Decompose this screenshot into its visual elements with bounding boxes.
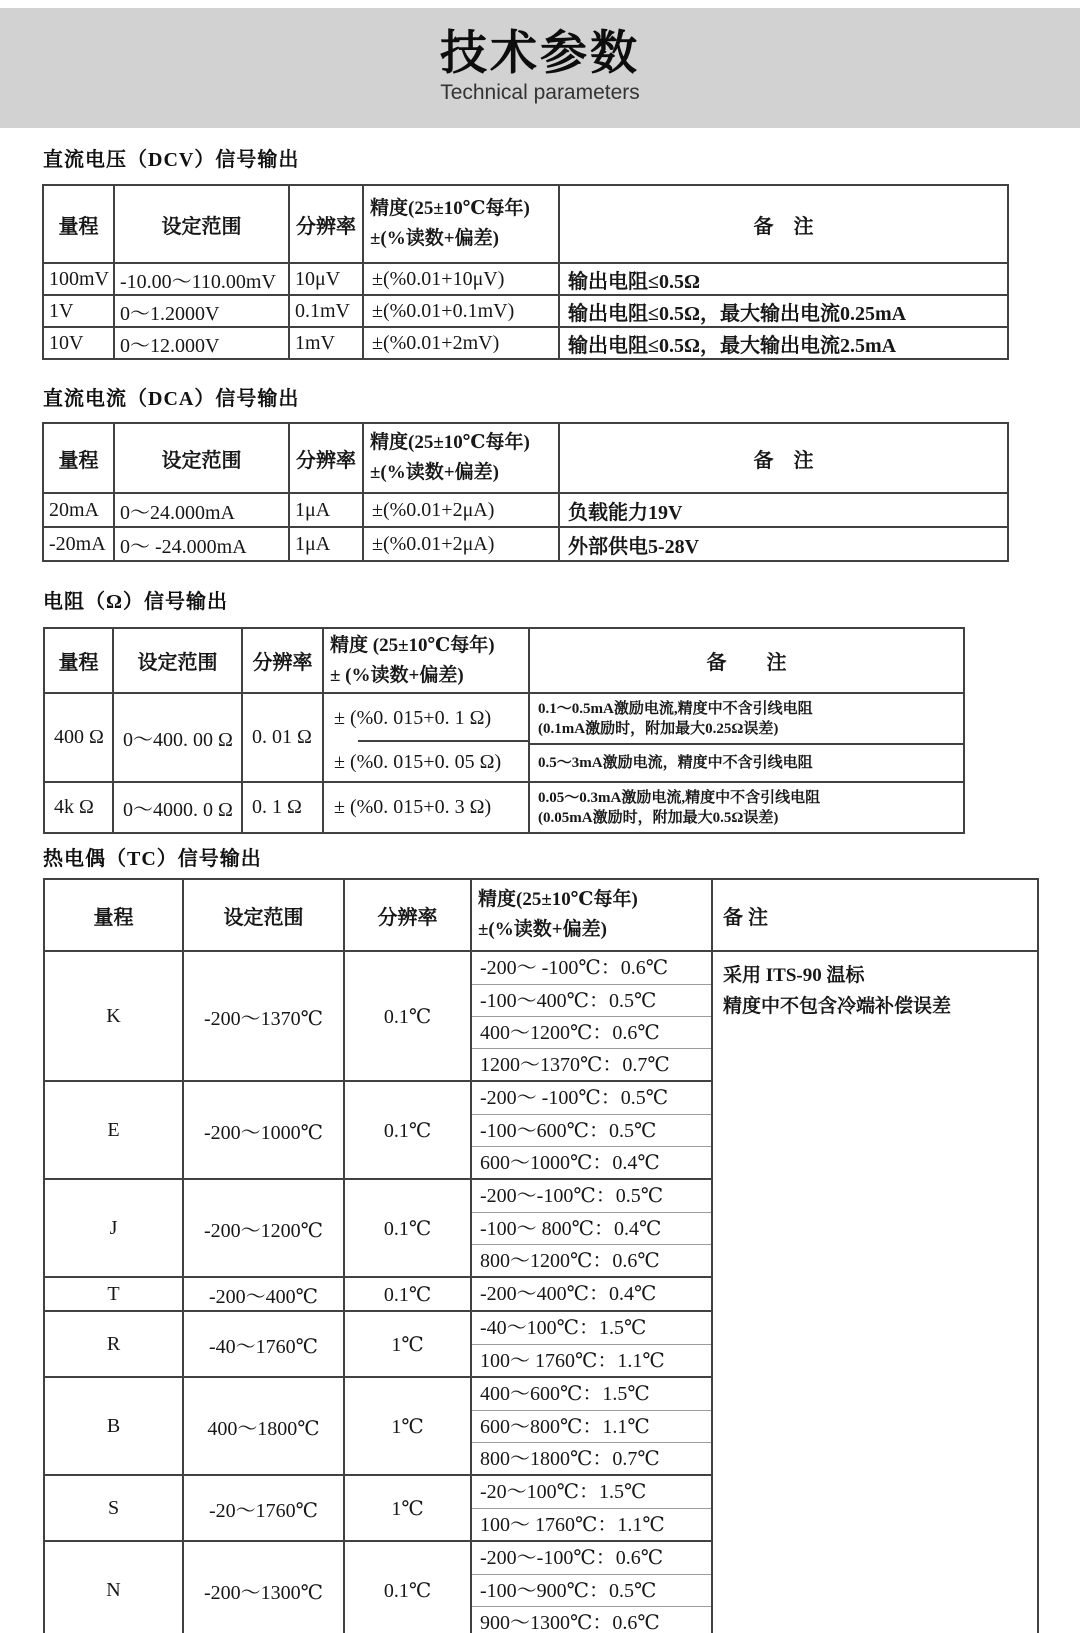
table-cell: 输出电阻≤0.5Ω，最大输出电流0.25mA [559,295,1008,327]
col-header-accuracy: 精度 (25±10℃每年) ± (%读数+偏差) [323,628,529,693]
table-cell: 0. 01 Ω [242,693,323,782]
cell-text: ± (%0. 015+0. 1 Ω) [334,707,492,729]
cell-text: 400～1200℃：0.6℃ [472,1016,711,1048]
cell-text: 600～800℃：1.1℃ [472,1410,711,1442]
col-header-note: 备 注 [559,423,1008,493]
cell-text [530,783,963,832]
table-cell [471,1475,712,1541]
table-cell: 0.1℃ [344,1081,471,1179]
table-cell: T [44,1277,183,1311]
table-cell: -40～1760℃ [183,1311,344,1377]
col-header-resolution: 分辨率 [344,879,471,951]
header-row [44,879,1038,951]
cell-text [530,743,963,781]
table-cell: 0～ -24.000mA [114,527,289,561]
page-subtitle: Technical parameters [440,81,640,104]
cell-text: -100～400℃：0.5℃ [472,984,711,1016]
table-row [43,327,1008,359]
table-cell [712,951,1038,1633]
table-cell [471,1377,712,1475]
table-cell [323,693,529,782]
header-row [43,185,1008,263]
table-cell: -200～400℃ [183,1277,344,1311]
table-cell: 0～1.2000V [114,295,289,327]
table-cell: 输出电阻≤0.5Ω [559,263,1008,295]
header-band [0,8,1080,128]
cell-text: -200～400℃：0.4℃ [480,1283,657,1305]
table-cell: 1℃ [344,1377,471,1475]
table-row [44,782,964,833]
table-row [43,527,1008,561]
cell-text: 精度中不包含冷端补偿误差 [723,996,952,1017]
col-header-range: 量程 [43,423,114,493]
table-cell: -20mA [43,527,114,561]
table-cell: -200～1300℃ [183,1541,344,1633]
table-cell: -200～1370℃ [183,951,344,1081]
col-header-note: 备 注 [712,879,1038,951]
section-title-dcv: 直流电压（DCV）信号输出 [43,149,300,171]
table-cell: 10V [43,327,114,359]
table-cell: ±(%0.01+2μA) [363,527,559,561]
cell-text [530,694,963,743]
table-cell: 1V [43,295,114,327]
cell-text: 600～1000℃：0.4℃ [472,1146,711,1178]
cell-text: -100～900℃：0.5℃ [472,1574,711,1606]
col-header-resolution: 分辨率 [289,185,363,263]
table-cell: 20mA [43,493,114,527]
cell-text: -200～ -100℃：0.6℃ [480,957,669,979]
col-header-range: 量程 [43,185,114,263]
table-cell: 1μA [289,493,363,527]
col-header-resolution: 分辨率 [289,423,363,493]
table-cell: 1℃ [344,1475,471,1541]
cell-text: -200～-100℃：0.6℃ [480,1547,664,1569]
table-cell: ±(%0.01+2mV) [363,327,559,359]
cell-text: ± (%0. 015+0. 3 Ω) [334,796,492,818]
table-cell: ±(%0.01+0.1mV) [363,295,559,327]
table-cell: -200～1200℃ [183,1179,344,1277]
section-title-thermocouple: 热电偶（TC）信号输出 [43,848,262,870]
col-header-accuracy: 精度(25±10℃每年) ±(%读数+偏差) [363,423,559,493]
table-cell: 0.1℃ [344,1541,471,1633]
cell-text: 100～ 1760℃：1.1℃ [472,1508,711,1540]
cell-text: -20～100℃：1.5℃ [480,1481,647,1503]
table-row [43,295,1008,327]
table-cell: 1℃ [344,1311,471,1377]
cell-text: 0.5～3mA激励电流，精度中不含引线电阻 [538,755,813,771]
table-cell: 0～12.000V [114,327,289,359]
table-cell: 1mV [289,327,363,359]
table-cell: 负载能力19V [559,493,1008,527]
col-header-accuracy: 精度(25±10℃每年) ±(%读数+偏差) [471,879,712,951]
cell-text: (0.05mA激励时，附加最大0.5Ω误差) [538,809,779,826]
cell-text: 0.1～0.5mA激励电流,精度中不含引线电阻 [538,700,813,717]
table-cell: 外部供电5-28V [559,527,1008,561]
table-cell: S [44,1475,183,1541]
cell-text: 1200～1370℃：0.7℃ [472,1048,711,1080]
table-cell [471,951,712,1081]
table-cell: 100mV [43,263,114,295]
table-row [43,263,1008,295]
header-row [43,423,1008,493]
table-cell: R [44,1311,183,1377]
thermocouple-table [43,878,1039,1633]
section-title-resistance: 电阻（Ω）信号输出 [43,591,229,613]
cell-text: (0.1mA激励时，附加最大0.25Ω误差) [538,720,779,737]
col-header-set-range: 设定范围 [183,879,344,951]
table-cell: J [44,1179,183,1277]
table-cell: -200～1000℃ [183,1081,344,1179]
col-header-range: 量程 [44,879,183,951]
table-cell: -10.00～110.00mV [114,263,289,295]
table-cell: 10μV [289,263,363,295]
cell-text: -40～100℃：1.5℃ [480,1317,647,1339]
table-cell: ±(%0.01+10μV) [363,263,559,295]
cell-text: -100～ 800℃：0.4℃ [472,1212,711,1244]
cell-text: -200～ -100℃：0.5℃ [480,1087,669,1109]
page-title: 技术参数 [440,26,640,79]
table-cell: 0.1℃ [344,1179,471,1277]
col-header-accuracy: 精度(25±10℃每年) ±(%读数+偏差) [363,185,559,263]
table-cell: N [44,1541,183,1633]
cell-text: ± (%0. 015+0. 05 Ω) [334,751,502,773]
table-cell: 0.1mV [289,295,363,327]
col-header-set-range: 设定范围 [114,185,289,263]
col-header-note: 备 注 [559,185,1008,263]
table-cell [529,693,964,782]
table-cell: 0. 1 Ω [242,782,323,833]
table-cell: K [44,951,183,1081]
dca-table [42,422,1009,562]
col-header-set-range: 设定范围 [113,628,242,693]
table-cell: 400～1800℃ [183,1377,344,1475]
table-cell [471,1081,712,1179]
accuracy-subrow-divider [358,740,530,742]
table-cell: 0～400. 00 Ω [113,693,242,782]
table-cell: 0.1℃ [344,951,471,1081]
section-title-dca: 直流电流（DCA）信号输出 [43,388,300,410]
col-header-set-range: 设定范围 [114,423,289,493]
col-header-range: 量程 [44,628,113,693]
table-cell: 输出电阻≤0.5Ω，最大输出电流2.5mA [559,327,1008,359]
table-row [44,693,964,782]
table-cell: 0.1℃ [344,1277,471,1311]
table-cell: -20～1760℃ [183,1475,344,1541]
cell-text: 100～ 1760℃：1.1℃ [472,1344,711,1376]
header-row [44,628,964,693]
cell-text: 采用 ITS-90 温标 [723,965,865,986]
table-cell: 1μA [289,527,363,561]
table-cell [323,782,529,833]
table-row [43,493,1008,527]
table-cell: 0～4000. 0 Ω [113,782,242,833]
cell-text: 0.05～0.3mA激励电流,精度中不含引线电阻 [538,789,821,806]
resistance-table [43,627,965,834]
table-cell: ±(%0.01+2μA) [363,493,559,527]
dcv-table [42,184,1009,360]
col-header-resolution: 分辨率 [242,628,323,693]
table-cell: E [44,1081,183,1179]
table-cell [471,1179,712,1277]
table-cell [471,1311,712,1377]
cell-text: 900～1300℃：0.6℃ [472,1606,711,1633]
table-cell: 4k Ω [44,782,113,833]
cell-text: 800～1800℃：0.7℃ [472,1442,711,1474]
cell-text: 800～1200℃：0.6℃ [472,1244,711,1276]
table-cell: 400 Ω [44,693,113,782]
cell-text: -200～-100℃：0.5℃ [480,1185,664,1207]
table-cell [471,1277,712,1311]
cell-text: -100～600℃：0.5℃ [472,1114,711,1146]
table-row [44,951,1038,1081]
table-cell: B [44,1377,183,1475]
cell-text: 400～600℃：1.5℃ [480,1383,650,1405]
table-cell [471,1541,712,1633]
col-header-note: 备 注 [529,628,964,693]
table-cell [529,782,964,833]
table-cell: 0～24.000mA [114,493,289,527]
